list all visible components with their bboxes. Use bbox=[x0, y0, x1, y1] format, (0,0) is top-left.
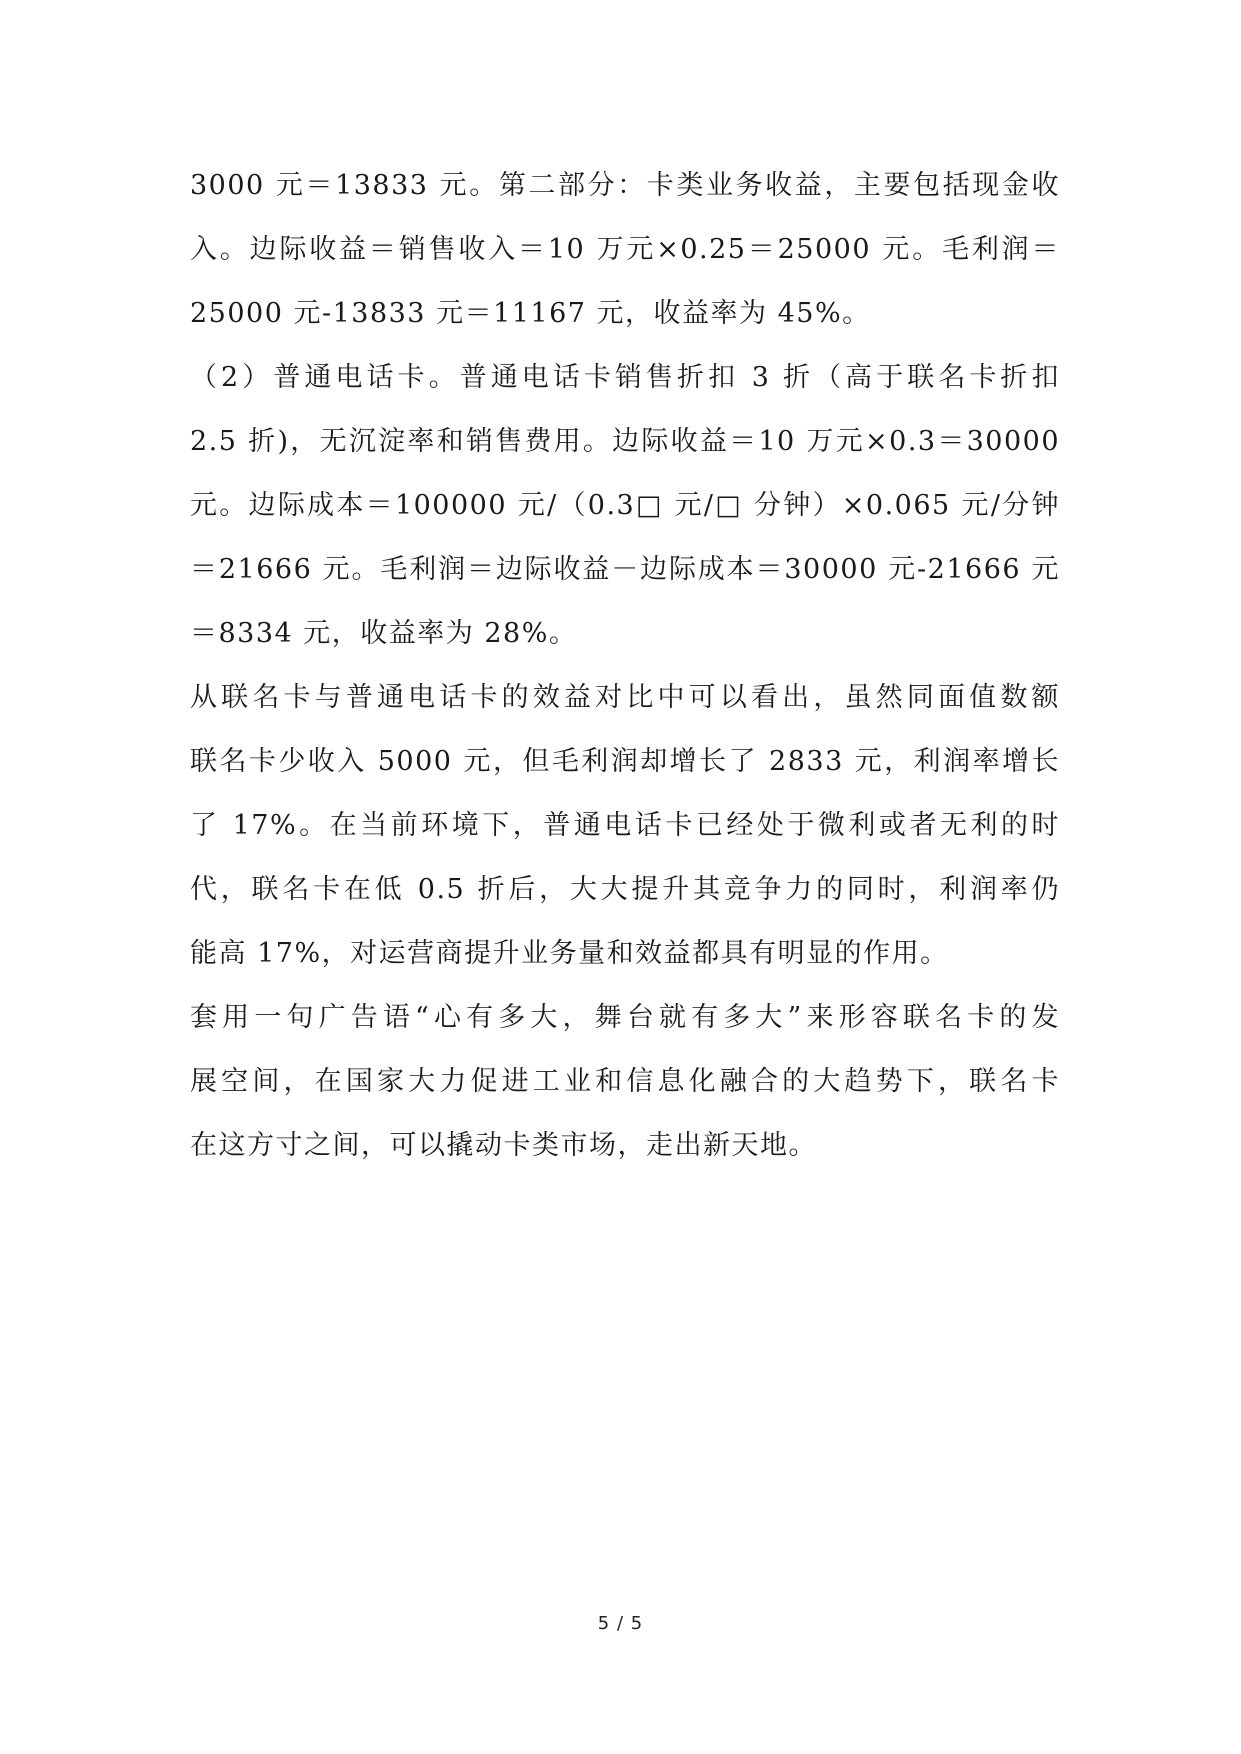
page-number: 5 / 5 bbox=[597, 1613, 644, 1634]
text-line: 入。边际收益＝销售收入＝10 万元×0.25＝25000 元。毛利润＝ bbox=[190, 234, 1060, 265]
paragraph-comparison bbox=[190, 670, 1060, 990]
text-line: 能高 17%，对运营商提升业务量和效益都具有明显的作用。 bbox=[190, 938, 949, 969]
text-line: 25000 元-13833 元＝11167 元，收益率为 45%。 bbox=[190, 298, 871, 329]
text-line: 元。边际成本＝100000 元/（0.3□ 元/□ 分钟）×0.065 元/分钟 bbox=[190, 490, 1060, 521]
text-line: 展空间，在国家大力促进工业和信息化融合的大趋势下，联名卡 bbox=[190, 1066, 1060, 1097]
text-line: 套用一句广告语“心有多大，舞台就有多大”来形容联名卡的发 bbox=[190, 1002, 1060, 1033]
text-line: 联名卡少收入 5000 元，但毛利润却增长了 2833 元，利润率增长 bbox=[190, 746, 1060, 777]
paragraph-conclusion bbox=[190, 990, 1060, 1182]
text-line: 从联名卡与普通电话卡的效益对比中可以看出，虽然同面值数额 bbox=[190, 682, 1060, 713]
text-line: 3000 元＝13833 元。第二部分：卡类业务收益，主要包括现金收 bbox=[190, 170, 1060, 201]
text-line: 在这方寸之间，可以撬动卡类市场，走出新天地。 bbox=[190, 1130, 817, 1161]
text-line: 代，联名卡在低 0.5 折后，大大提升其竞争力的同时，利润率仍 bbox=[190, 874, 1060, 905]
paragraph-ordinary-phone-card bbox=[190, 350, 1060, 670]
text-line: ＝21666 元。毛利润＝边际收益－边际成本＝30000 元-21666 元 bbox=[190, 554, 1060, 585]
text-line: （2）普通电话卡。普通电话卡销售折扣 3 折（高于联名卡折扣 bbox=[190, 362, 1060, 393]
text-line: 了 17%。在当前环境下，普通电话卡已经处于微利或者无利的时 bbox=[190, 810, 1060, 841]
paragraph-card-revenue bbox=[190, 158, 1060, 350]
text-line: ＝8334 元，收益率为 28%。 bbox=[190, 618, 578, 649]
text-line: 2.5 折)，无沉淀率和销售费用。边际收益＝10 万元×0.3＝30000 bbox=[190, 426, 1060, 457]
body-text bbox=[190, 158, 1060, 1182]
